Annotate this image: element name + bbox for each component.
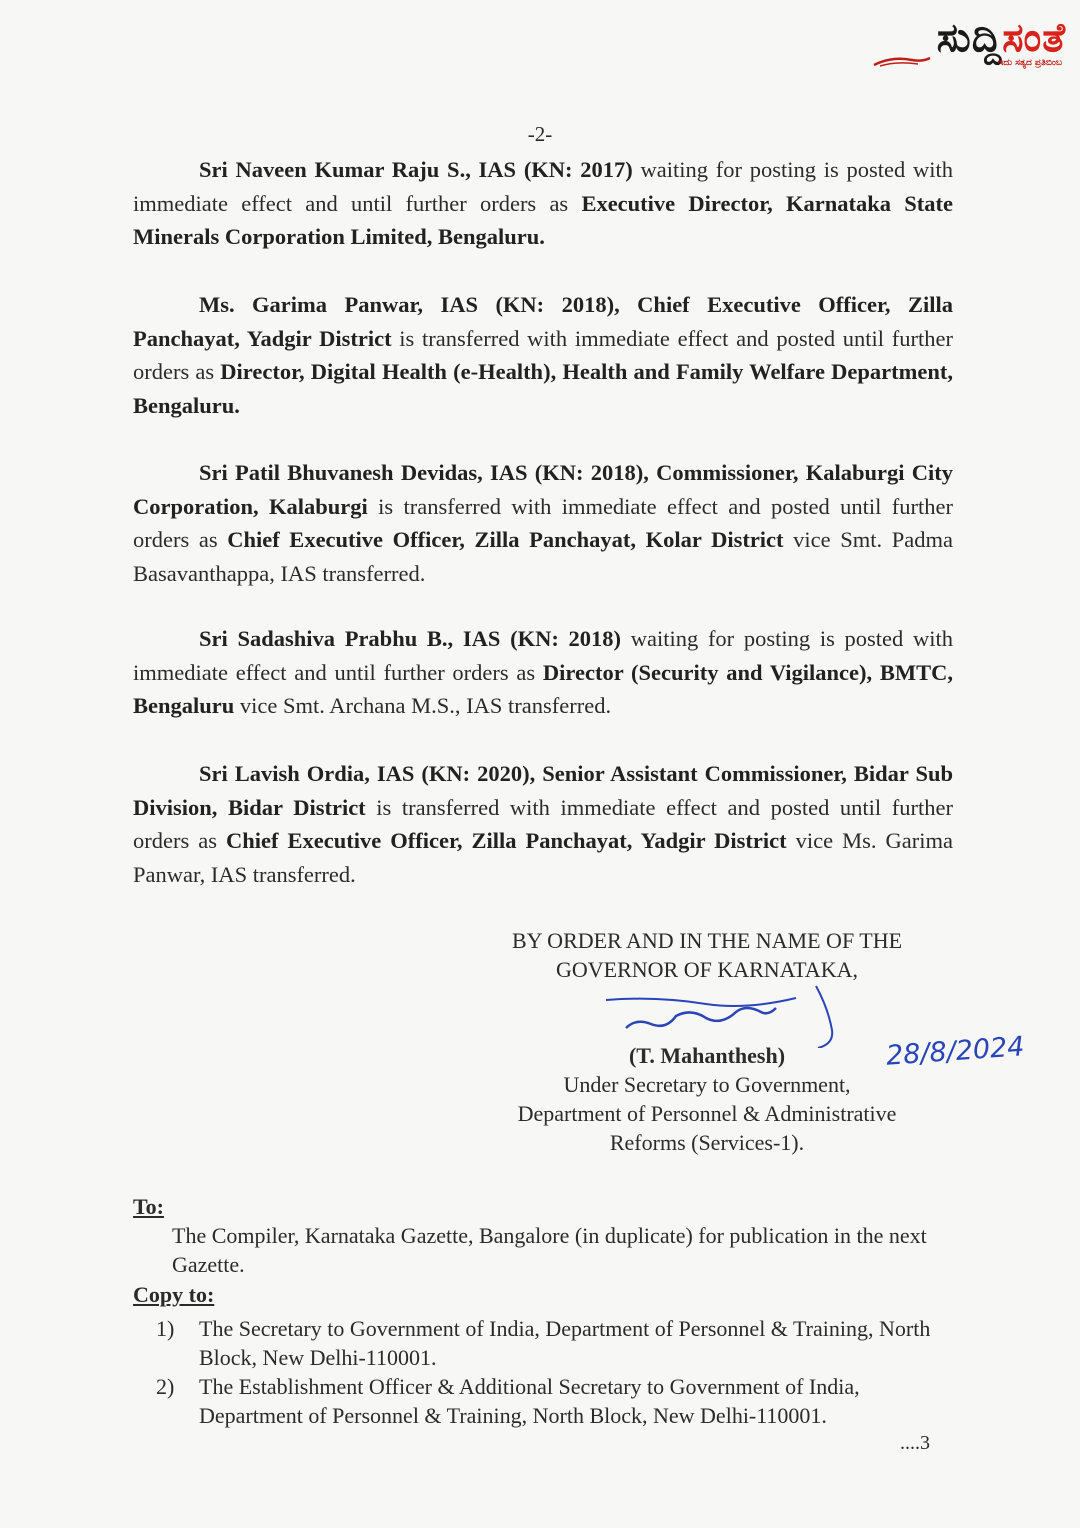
- para-segment: Sri Lavish Ordia, IAS (KN: 2020), Senior Assistant Commissioner, Bidar Sub Division, Bidar District: [133, 761, 953, 820]
- news-logo: [870, 14, 1066, 72]
- order-paragraph-3: [133, 456, 953, 590]
- para-segment: waiting for posting is posted with immediate effect and until further orders as: [133, 626, 953, 685]
- para-segment: Executive Director, Karnataka State Minerals Corporation Limited, Bengaluru.: [133, 190, 953, 249]
- para-segment: Sri Patil Bhuvanesh Devidas, IAS (KN: 2018), Commissioner, Kalaburgi City Corporation, Kalaburgi: [133, 460, 953, 519]
- para-segment: Sri Naveen Kumar Raju S., IAS (KN: 2017): [199, 157, 633, 182]
- para-segment: Chief Executive Officer, Zilla Panchayat, Yadgir District: [226, 828, 787, 853]
- to-label: To:: [133, 1194, 164, 1219]
- para-segment: is transferred with immediate effect and posted until further orders as: [133, 493, 954, 552]
- para-segment: Director (Security and Vigilance), BMTC, Bengaluru: [133, 659, 953, 718]
- order-line-1: BY ORDER AND IN THE NAME OF THE: [511, 928, 903, 953]
- para-segment: Ms. Garima Panwar, IAS (KN: 2018), Chief Executive Officer, Zilla Panchayat, Yadgir District: [133, 292, 953, 351]
- designation-line-1: Under Secretary to Government,: [563, 1072, 851, 1097]
- para-segment: vice Smt. Archana M.S., IAS transferred.: [234, 693, 612, 718]
- designation-line-3: Reforms (Services-1).: [609, 1130, 805, 1155]
- logo-word-2: ಸಂತೆ: [1002, 15, 1066, 61]
- logo-word-1: ಸುದ್ದಿ: [936, 15, 1003, 61]
- order-paragraph-5: [133, 757, 953, 891]
- order-paragraph-2: [133, 288, 953, 422]
- signatory-name: (T. Mahanthesh): [628, 1043, 786, 1068]
- copy-to-text: The Establishment Officer & Additional Secretary to Government of India, Department of Personnel & Training, North Block, New Delhi-110001.: [199, 1374, 860, 1428]
- para-segment: vice Ms. Garima Panwar, IAS transferred.: [133, 828, 953, 887]
- para-segment: Chief Executive Officer, Zilla Panchayat, Kolar District: [227, 527, 784, 552]
- order-paragraph-4: [133, 622, 953, 723]
- logo-wordmark: [937, 14, 1066, 62]
- para-segment: is transferred with immediate effect and posted until further orders as: [133, 794, 953, 853]
- designation-line-2: Department of Personnel & Administrative: [517, 1101, 897, 1126]
- logo-swoosh-icon: [872, 54, 932, 68]
- to-recipient: The Compiler, Karnataka Gazette, Bangalore (in duplicate) for publication in the next Gazette.: [172, 1223, 927, 1277]
- handwritten-date: 28/8/2024: [885, 1031, 1026, 1072]
- copy-to-text: The Secretary to Government of India, Department of Personnel & Training, North Block, New Delhi-110001.: [199, 1316, 931, 1370]
- copy-to-number: 2): [156, 1374, 175, 1399]
- copy-to-item: [156, 1372, 956, 1430]
- para-segment: vice Smt. Padma Basavanthappa, IAS transferred.: [133, 527, 953, 586]
- logo-tagline: ಇದು ಸತ್ಯದ ಪ್ರತಿಬಿಂಬ: [997, 58, 1062, 68]
- copy-to-number: 1): [156, 1316, 175, 1341]
- para-segment: Director, Digital Health (e-Health), Health and Family Welfare Department, Bengaluru.: [133, 359, 953, 418]
- para-segment: Sri Sadashiva Prabhu B., IAS (KN: 2018): [199, 626, 622, 651]
- handwritten-signature-icon: [596, 978, 856, 1048]
- continuation-marker: ....3: [900, 1432, 930, 1454]
- page-number: -2-: [527, 122, 553, 146]
- order-paragraph-1: [133, 153, 953, 254]
- para-segment: waiting for posting is posted with immediate effect and until further orders as: [133, 157, 953, 216]
- copy-to-item: [156, 1314, 956, 1372]
- para-segment: is transferred with immediate effect and posted until further orders as: [133, 325, 953, 384]
- copy-to-label: Copy to:: [133, 1282, 215, 1307]
- order-line-2: GOVERNOR OF KARNATAKA,: [556, 957, 858, 982]
